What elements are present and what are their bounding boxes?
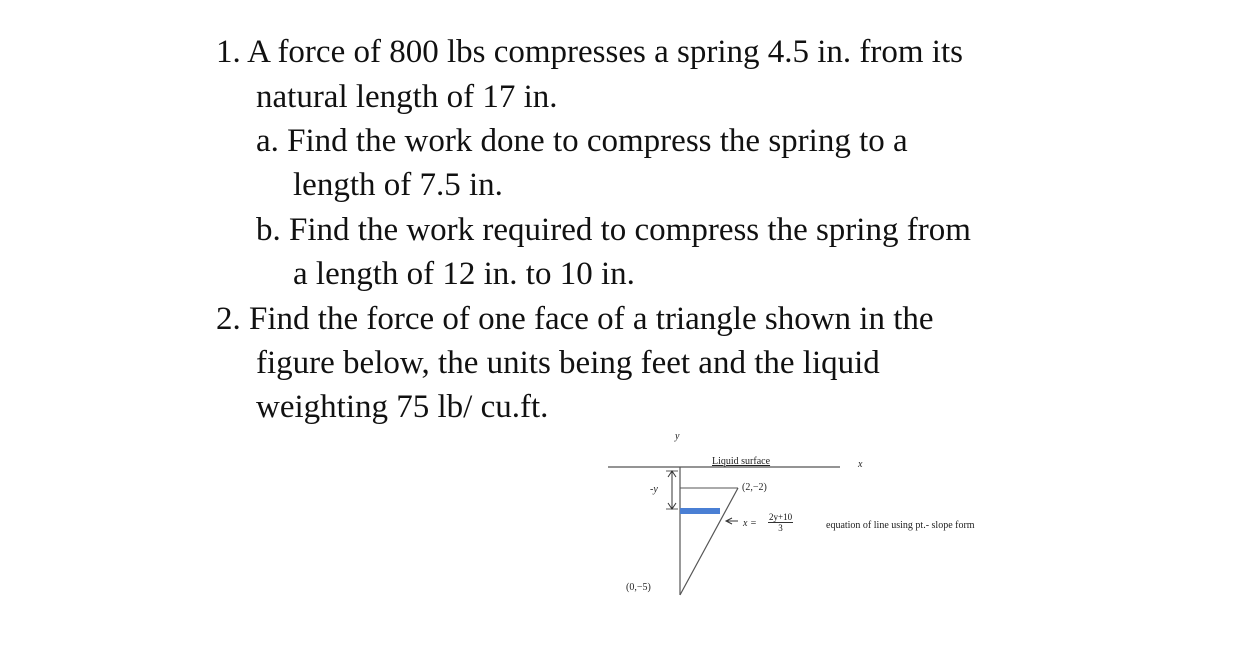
problem-1a-line-2: length of 7.5 in. — [293, 167, 503, 203]
liquid-surface-label: Liquid surface — [712, 456, 771, 467]
point-bottom-label: (0,−5) — [626, 582, 651, 593]
x-axis-label: x — [858, 459, 863, 470]
triangle-hypotenuse — [680, 488, 738, 595]
equation-note: equation of line using pt.- slope form — [826, 520, 975, 531]
horizontal-strip — [680, 508, 720, 514]
equation-numerator: 2y+10 — [769, 512, 793, 522]
problem-1-line-1: 1. A force of 800 lbs compresses a spring 4.5 in. from its — [216, 34, 963, 70]
negative-y-label: -y — [650, 484, 658, 495]
point-top-label: (2,−2) — [742, 482, 767, 493]
problem-2-line-1: 2. Find the force of one face of a triangle shown in the — [216, 301, 934, 337]
problem-1b-line-2: a length of 12 in. to 10 in. — [293, 256, 635, 292]
equation-fraction — [768, 512, 793, 533]
problem-2-line-2: figure below, the units being feet and the liquid — [256, 345, 880, 381]
equation-denominator: 3 — [778, 523, 783, 533]
problem-1a-line-1: a. Find the work done to compress the spring to a — [256, 123, 908, 159]
y-axis-label: y — [675, 431, 680, 442]
problem-2-line-3: weighting 75 lb/ cu.ft. — [256, 389, 549, 425]
equation-lhs: x = — [743, 518, 757, 529]
problem-1-line-2: natural length of 17 in. — [256, 79, 558, 115]
problem-1b-line-1: b. Find the work required to compress the spring from — [256, 212, 971, 248]
